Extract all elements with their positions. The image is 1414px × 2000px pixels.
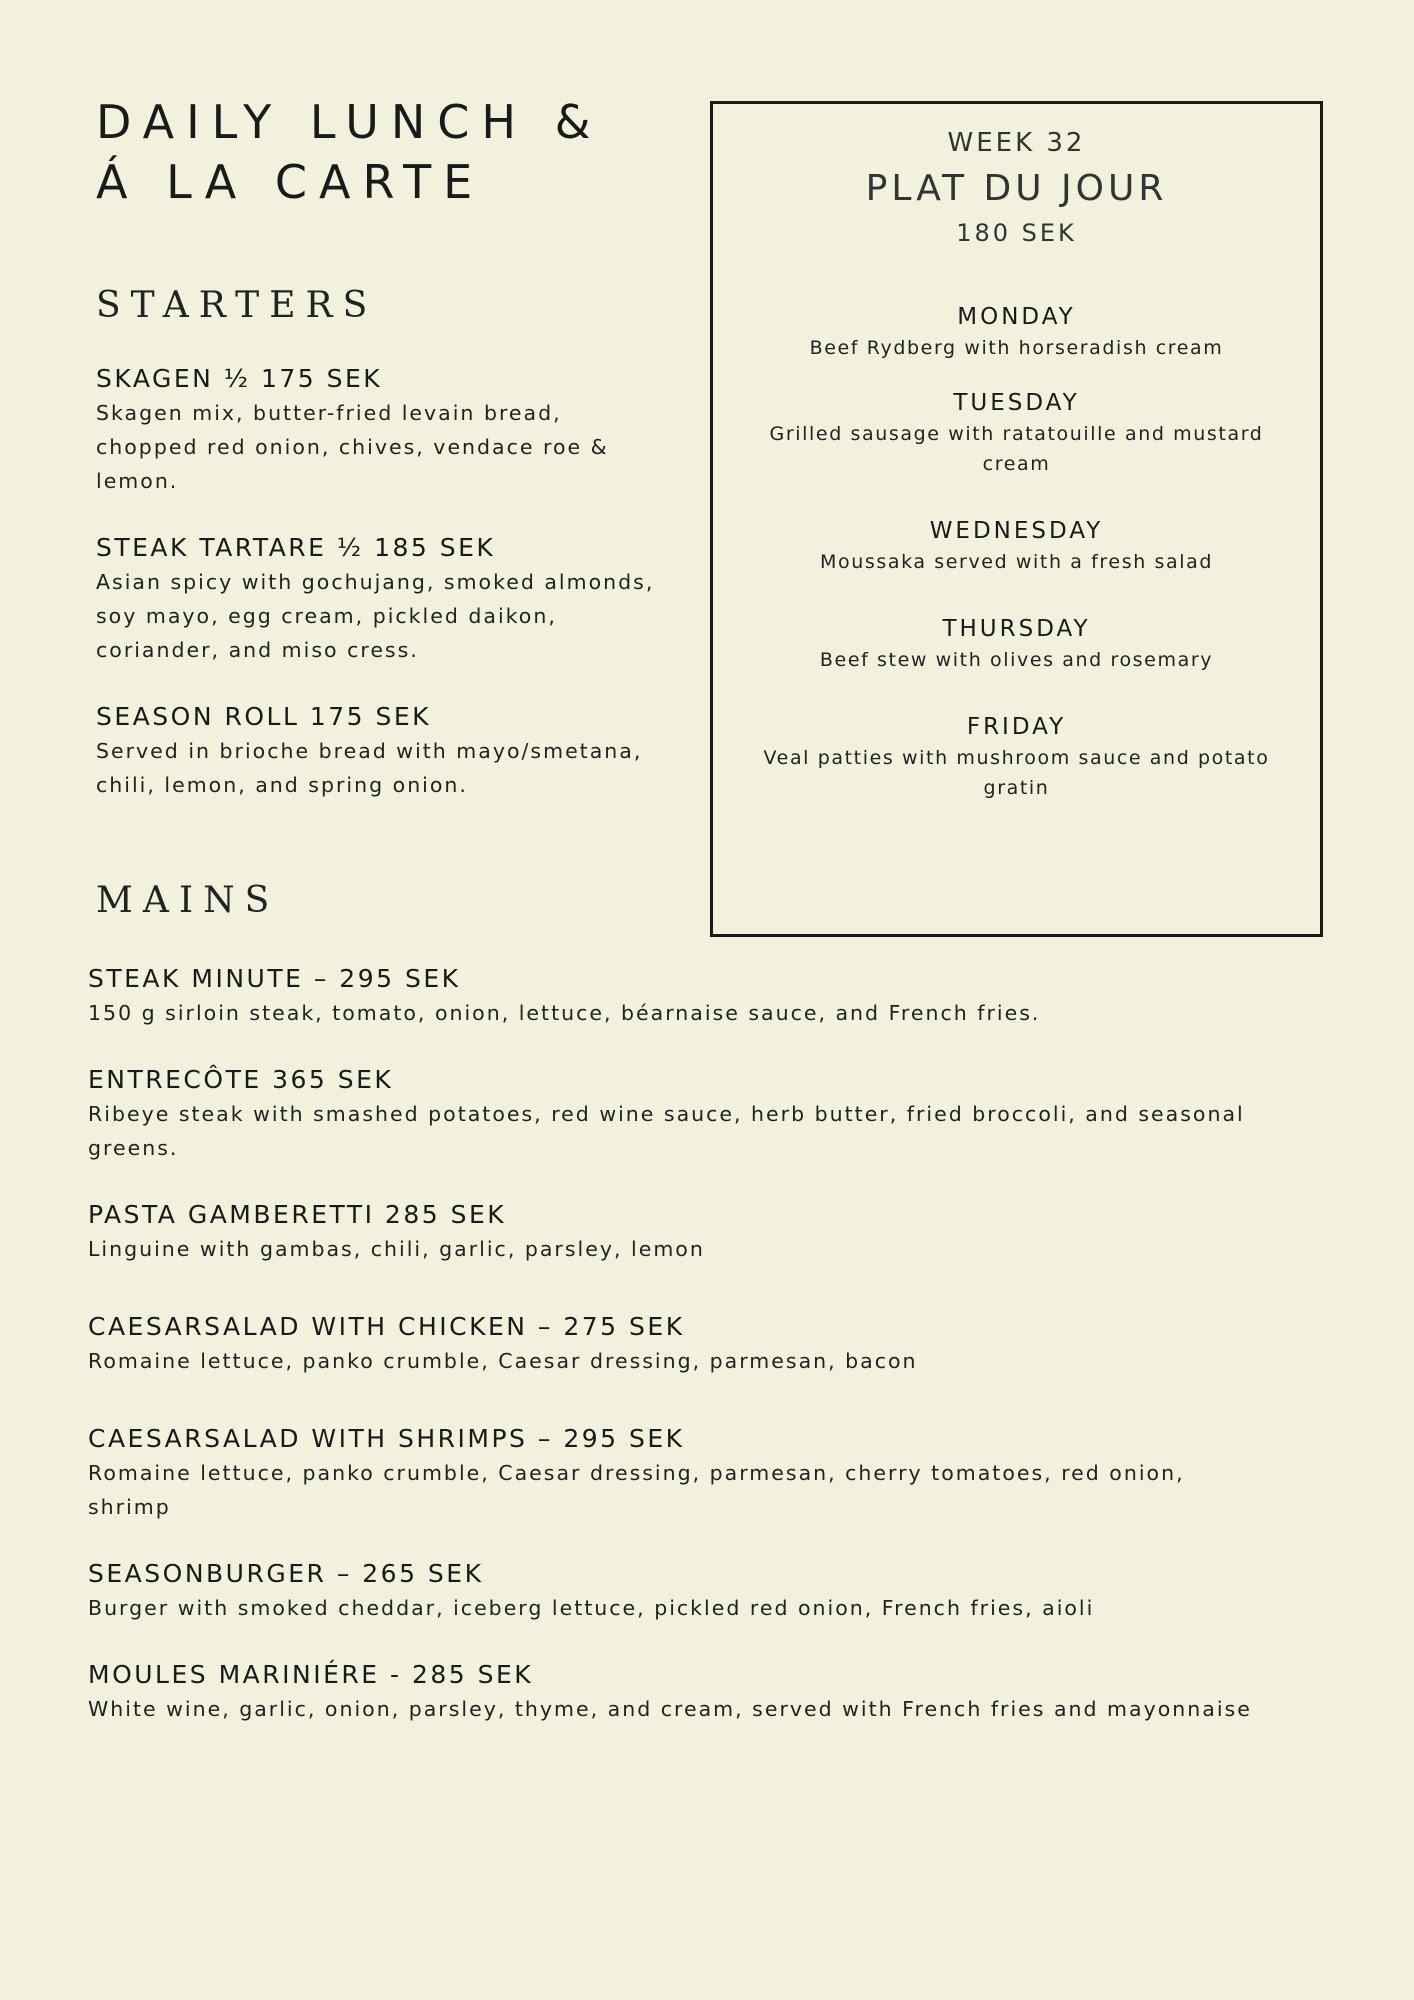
day-name: TUESDAY	[953, 390, 1080, 416]
daily-dishes	[743, 301, 1290, 827]
day-monday	[743, 301, 1290, 363]
menu-item-title: STEAK MINUTE – 295 SEK	[88, 964, 461, 993]
menu-item-entrecote	[88, 1063, 1268, 1165]
menu-item-description: Linguine with gambas, chili, garlic, parsley, lemon	[88, 1237, 705, 1261]
day-wednesday	[743, 515, 1290, 577]
starters-heading: STARTERS	[96, 285, 378, 326]
menu-item-title: SEASONBURGER – 265 SEK	[88, 1559, 484, 1588]
page-title-line-2: Á LA CARTE	[96, 155, 485, 209]
menu-item-description: Burger with smoked cheddar, iceberg lettuce, pickled red onion, French fries, aioli	[88, 1596, 1095, 1620]
menu-item-title: SKAGEN ½ 175 SEK	[96, 364, 383, 393]
menu-item-title: SEASON ROLL 175 SEK	[96, 702, 432, 731]
menu-item-steak-minute	[88, 962, 1268, 1030]
plat-du-jour-price: 180 SEK	[956, 219, 1077, 247]
day-name: FRIDAY	[966, 714, 1067, 740]
day-dish: Beef Rydberg with horseradish cream	[809, 337, 1224, 359]
menu-item-description: Ribeye steak with smashed potatoes, red wine sauce, herb butter, fried broccoli, and seasonal greens.	[88, 1102, 1245, 1160]
week-label: WEEK 32	[947, 128, 1086, 158]
menu-item-title: CAESARSALAD WITH SHRIMPS – 295 SEK	[88, 1424, 685, 1453]
menu-item-description: White wine, garlic, onion, parsley, thyme, and cream, served with French fries and mayonnaise	[88, 1697, 1252, 1721]
menu-item-description: 150 g sirloin steak, tomato, onion, lettuce, béarnaise sauce, and French fries.	[88, 1001, 1041, 1025]
menu-item-description: Asian spicy with gochujang, smoked almonds, soy mayo, egg cream, pickled daikon, coriander, and miso cress.	[96, 570, 655, 662]
menu-item-title: MOULES MARINIÉRE - 285 SEK	[88, 1660, 534, 1689]
menu-item-description: Romaine lettuce, panko crumble, Caesar dressing, parmesan, cherry tomatoes, red onion, shrimp	[88, 1461, 1185, 1519]
menu-item-title: CAESARSALAD WITH CHICKEN – 275 SEK	[88, 1312, 685, 1341]
menu-item-description: Served in brioche bread with mayo/smetana, chili, lemon, and spring onion.	[96, 739, 643, 797]
day-dish: Veal patties with mushroom sauce and potato gratin	[763, 747, 1270, 799]
day-name: MONDAY	[957, 304, 1076, 330]
menu-item-description: Skagen mix, butter-fried levain bread, chopped red onion, chives, vendace roe & lemon.	[96, 401, 609, 493]
starters-list	[96, 362, 656, 835]
menu-item-caesarsalad-chicken	[88, 1310, 1268, 1378]
plat-du-jour-title: PLAT DU JOUR	[865, 168, 1168, 209]
mains-list	[88, 962, 1268, 1759]
day-dish: Beef stew with olives and rosemary	[819, 649, 1214, 671]
page-title	[96, 92, 696, 212]
menu-item-steak-tartare	[96, 531, 656, 667]
day-friday	[743, 711, 1290, 803]
menu-item-skagen	[96, 362, 656, 498]
day-dish: Grilled sausage with ratatouille and mustard cream	[769, 423, 1264, 475]
menu-item-season-roll	[96, 700, 656, 802]
day-name: WEDNESDAY	[929, 518, 1104, 544]
menu-item-title: ENTRECÔTE 365 SEK	[88, 1065, 394, 1094]
page-title-line-1: DAILY LUNCH &	[96, 95, 603, 149]
mains-heading: MAINS	[96, 880, 280, 921]
plat-du-jour-box	[710, 101, 1323, 937]
day-name: THURSDAY	[942, 616, 1091, 642]
menu-item-pasta-gamberetti	[88, 1198, 1268, 1266]
day-dish: Moussaka served with a fresh salad	[820, 551, 1213, 573]
menu-item-description: Romaine lettuce, panko crumble, Caesar dressing, parmesan, bacon	[88, 1349, 918, 1373]
menu-item-seasonburger	[88, 1557, 1268, 1625]
menu-item-title: PASTA GAMBERETTI 285 SEK	[88, 1200, 507, 1229]
day-thursday	[743, 613, 1290, 675]
menu-item-caesarsalad-shrimps	[88, 1422, 1268, 1524]
day-tuesday	[743, 387, 1290, 479]
menu-item-title: STEAK TARTARE ½ 185 SEK	[96, 533, 496, 562]
menu-item-moules-mariniere	[88, 1658, 1268, 1726]
